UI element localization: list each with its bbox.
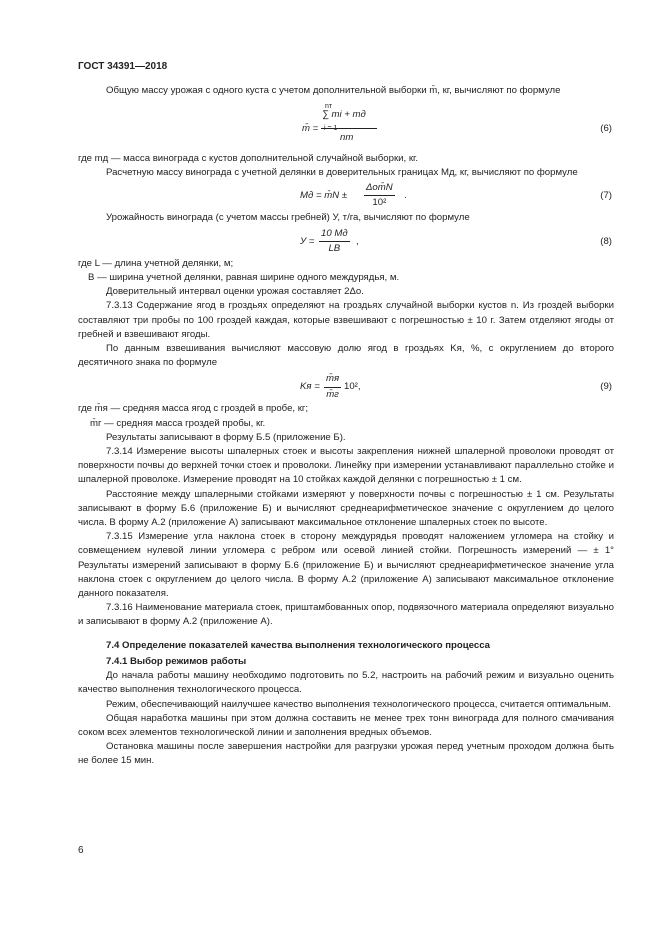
formula-7-lhs: Mд = m̄N ±: [300, 189, 348, 201]
paragraph: Расстояние между шпалерными стойками измеряют у поверхности почвы с погрешностью ± 1 см. Результаты записывают в форму Б.6 (приложение Б) и вычисляют среднеарифметическое значение с округлением до целого числа. В форму А.2 (приложение А) записывают максимальное отклонение шпалерных стоек по высоте.: [78, 488, 614, 529]
paragraph: До начала работы машину необходимо подготовить по 5.2, настроить на рабочий режим и визуально оценить качество выполнения технологического процесса.: [78, 670, 614, 696]
formula-6-fraction-bar: [321, 128, 377, 129]
paragraph: m̄г — средняя масса гроздей пробы, кг.: [90, 417, 266, 429]
paragraph: Урожайность винограда (с учетом массы гребней) У, т/га, вычисляют по формуле: [106, 211, 470, 223]
paragraph: 7.3.16 Наименование материала стоек, приштамбованных опор, подвязочного материала определяют визуально и записывают в форму А.2 (приложение А).: [78, 602, 614, 628]
formula-9-number: (9): [600, 381, 612, 393]
formula-7-denominator: 10²: [372, 196, 387, 208]
paragraph: B — ширина учетной делянки, равная ширине одного междурядья, м.: [88, 272, 400, 284]
formula-8: [78, 225, 614, 257]
formula-6-numerator: ∑ mi + mд: [322, 109, 366, 121]
formula-8-fraction: [319, 227, 350, 256]
formula-6-denominator: nт: [340, 132, 354, 144]
formula-7-numerator: Δоm̄N: [364, 181, 395, 196]
paragraph: 7.3.13 Содержание ягод в гроздьях определяют на гроздьях случайной выборки кустов n. Из гроздей выборки составляют три пробы по 100 гроздей каждая, которые взвешивают с погрешностью ± 10 г. Затем отделяют ягоды от гребней и взвешивают ягоды.: [78, 300, 614, 340]
formula-6-sum-bottom: i = 1: [324, 125, 338, 133]
paragraph: Результаты записывают в форму Б.5 (приложение Б).: [106, 431, 346, 443]
formula-9-lhs: Kя =: [300, 381, 320, 393]
paragraph: Расчетную массу винограда с учетной делянки в доверительных границах Mд, кг, вычисляют по формуле: [106, 167, 578, 179]
formula-8-lhs: У =: [300, 235, 315, 247]
page-number: 6: [78, 845, 84, 856]
paragraph: Общую массу урожая с одного куста с учетом дополнительной выборки m̄, кг, вычисляют по формуле: [106, 85, 561, 96]
paragraph: Общая наработка машины при этом должна составить не менее трех тонн винограда для полного смачивания соком всех элементов технологической линии и заполнения вредных объемов.: [78, 712, 614, 738]
formula-8-numerator: 10 Mд: [319, 227, 350, 242]
document-header: ГОСТ 34391—2018: [78, 61, 168, 72]
document-body: [78, 84, 614, 769]
formula-6-sum-top: nт: [325, 103, 333, 111]
formula-7-tail: .: [404, 189, 407, 201]
formula-9-fraction: [324, 372, 341, 401]
formula-9-denominator: m̄г: [326, 388, 339, 400]
paragraph: 7.3.15 Измерение угла наклона стоек в сторону междурядья проводят наложением угломера на стойку и совмещением нулевой линии угломера с ребром или осевой линией стойки. Погрешность измерений — ± 1° Результаты измерений записывают в форму Б.6 (приложение Б) и вычисляют среднеарифметическое значение угла наклона стоек с округлением до целого числа. В форму А.2 (приложение А) записывают максимальное отклонение данного показателя.: [78, 531, 614, 600]
paragraph: Режим, обеспечивающий наилучшее качество выполнения технологического процесса, считается оптимальным.: [106, 698, 611, 710]
paragraph: Остановка машины после завершения настройки для разгрузки урожая перед учетным проходом должна быть не более 15 мин.: [78, 741, 614, 767]
formula-7-fraction: [364, 181, 395, 210]
paragraph: где mд — масса винограда с кустов дополнительной случайной выборки, кг.: [78, 153, 419, 165]
paragraph: Доверительный интервал оценки урожая составляет 2Δо.: [106, 286, 364, 298]
formula-7-number: (7): [600, 189, 612, 201]
formula-9-numerator: m̄я: [324, 372, 341, 387]
formula-6: [78, 100, 614, 152]
subsection-heading: 7.4.1 Выбор режимов работы: [106, 655, 247, 667]
section-heading: 7.4 Определение показателей качества выполнения технологического процесса: [106, 639, 491, 651]
paragraph: 7.3.14 Измерение высоты шпалерных стоек и высоты закрепления нижней шпалерной проволоки проводят от поверхности почвы до верхней точки стоек и проволоки. Линейку при измерении устанавливают параллельно стойке и шпалерной проволоке. Измерение проводят на 10 стойках каждой делянки с погрешностью ± 1 см.: [78, 446, 614, 486]
formula-8-number: (8): [600, 235, 612, 247]
paragraph: По данным взвешивания вычисляют массовую долю ягод в гроздьях Kя, %, с округлением до второго десятичного знака по формуле: [78, 343, 614, 369]
paragraph: где L — длина учетной делянки, м;: [78, 257, 234, 269]
formula-6-lhs: m̄ =: [302, 123, 319, 135]
paragraph: где m̄я — средняя масса ягод с гроздей в пробе, кг;: [78, 403, 309, 415]
formula-9-tail: 10²,: [344, 381, 361, 393]
formula-8-denominator: LB: [328, 243, 341, 255]
formula-6-number: (6): [600, 123, 612, 135]
formula-9: [78, 370, 614, 402]
formula-8-tail: ,: [356, 235, 359, 247]
formula-7: [78, 181, 614, 211]
